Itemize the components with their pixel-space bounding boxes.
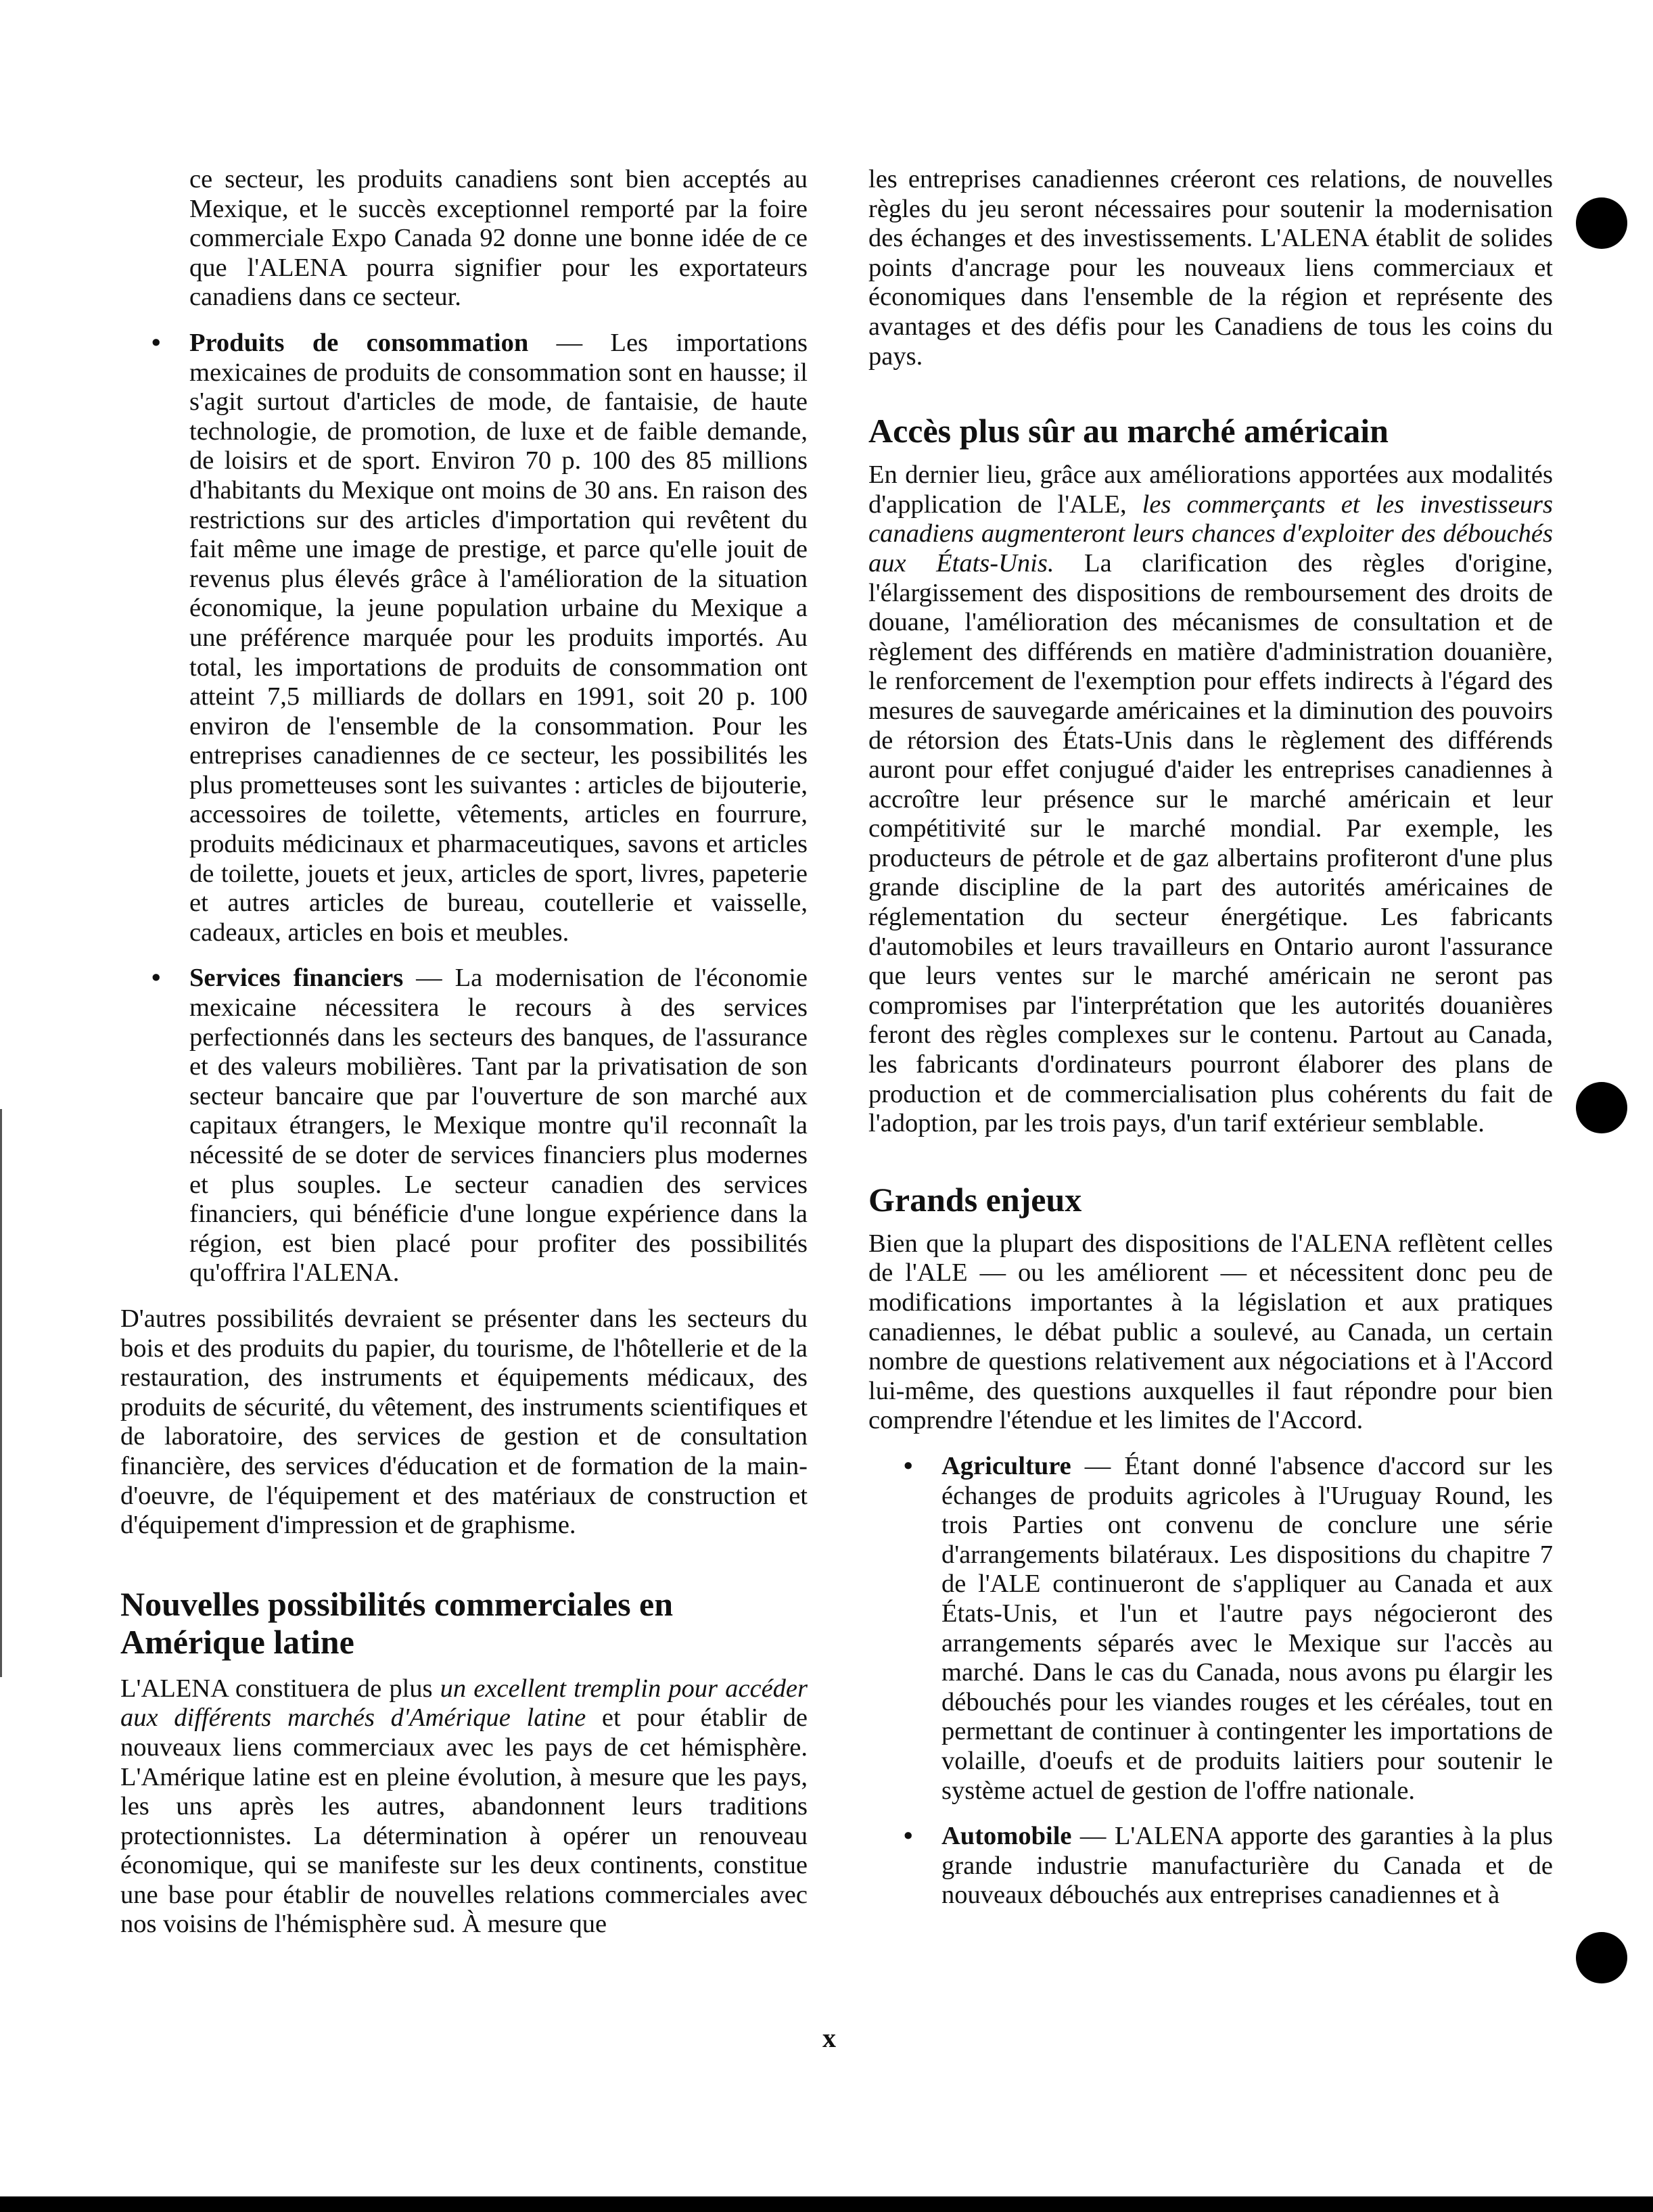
left-bullet-list xyxy=(150,329,808,1288)
bullet-symbol: • xyxy=(904,1822,913,1851)
bullet-text: — L'ALENA apporte des garanties à la plus grande industrie manufacturière du Canada et de nouveaux débouchés aux entreprises canadiennes et à xyxy=(941,1822,1553,1910)
bullet-lead: Produits de consommation xyxy=(189,328,529,357)
bullet-text: — La modernisation de l'économie mexicaine nécessitera le recours à des services perfectionnés dans les secteurs des banques, de l'assurance et des valeurs mobilières. Tant par la privatisation de son secteur bancaire que par l'ouverture de son marché aux capitaux étrangers, le Mexique montre qu'il reconnaît la nécessité de se doter de services financiers plus modernes et plus souples. Le secteur canadien des services financiers, qui bénéficie d'une longue expérience dans la région, est bien placé pour profiter des possibilités qu'offrira l'ALENA. xyxy=(189,964,808,1288)
heading-key-issues: Grands enjeux xyxy=(868,1180,1082,1219)
bullet-symbol: • xyxy=(904,1451,913,1480)
punch-hole-middle xyxy=(1576,1082,1627,1133)
us-market-emphasis: les commerçants et les investisseurs canadiens augmenteront leurs chances d'exploiter des débouchés aux États-Unis. xyxy=(868,490,1553,578)
bullet-symbol: • xyxy=(152,328,161,357)
latin-america-emphasis: un excellent tremplin pour accéder aux différents marchés d'Amérique latine xyxy=(120,1674,808,1733)
right-continuation: les entreprises canadiennes créeront ces relations, de nouvelles règles du jeu seront nécessaires pour soutenir la modernisation des échanges et des investissements. L'ALENA établit de solides points d'ancrage pour les nouveaux liens commerciaux et économiques dans l'ensemble de la région et représente des avantages et des défis pour les Canadiens de tous les coins du pays. xyxy=(868,165,1553,371)
bottom-scan-border xyxy=(0,2196,1653,2212)
bullet-lead: Services financiers xyxy=(189,964,404,993)
right-bullet-list xyxy=(902,1452,1553,1910)
us-market-text-after: La clarification des règles d'origine, l'élargissement des dispositions de remboursement des droits de douane, l'amélioration des mécanismes de consultation et de règlement des différends en matière d'administration douanière, le renforcement de l'exemption pour effets indirects à l'égard des mesures de sauvegarde américaines et la diminution des pouvoirs de rétorsion des États-Unis dans le règlement des différends auront pour effet conjugué d'aider les entreprises canadiennes à accroître leur présence sur le marché américain et leur compétitivité sur le marché mondial. Par exemple, les producteurs de pétrole et de gaz albertains profiteront d'une plus grande discipline de la part des autorités américaines de réglementation du secteur énergétique. Les fabricants d'automobiles et leurs travailleurs en Ontario auront l'assurance que leurs ventes sur le marché américain ne seront pas compromises par l'interprétation que les autorités douanières feront des règles complexes sur le contenu. Partout au Canada, les fabricants d'ordinateurs pourront élaborer des plans de production et de commercialisation plus cohérents du fait de l'adoption, par les trois pays, d'un tarif extérieur semblable. xyxy=(868,548,1553,1138)
latin-america-text-after: et pour établir de nouveaux liens commerciaux avec les pays de cet hémisphère. L'Amérique latine est en pleine évolution, à mesure que les pays, les uns après les autres, abandonnent leurs traditions protectionnistes. La détermination à opérer un renouveau économique, qui se manifeste sur les deux continents, constitue une base pour établir de nouvelles relations commerciales avec nos voisins de l'hémisphère sud. À mesure que xyxy=(120,1703,808,1939)
punch-hole-top xyxy=(1576,197,1627,249)
heading-us-market: Accès plus sûr au marché américain xyxy=(868,412,1389,450)
latin-america-text-before: L'ALENA constituera de plus xyxy=(120,1674,440,1703)
bullet-consumer-products xyxy=(150,329,808,947)
bullet-lead: Agriculture xyxy=(941,1451,1071,1480)
key-issues-intro: Bien que la plupart des dispositions de l'ALENA reflètent celles de l'ALE — ou les améliorent — et nécessitent donc peu de modifications importantes à la législation et aux pratiques canadiennes, le débat public a soulevé, au Canada, un certain nombre de questions relativement aux négociations et à l'Accord lui-même, des questions auxquelles il faut répondre pour bien comprendre l'étendue et les limites de l'Accord. xyxy=(868,1229,1553,1435)
heading-latin-america: Nouvelles possibilités commerciales en Amérique latine xyxy=(120,1584,674,1661)
left-column xyxy=(120,0,808,1939)
bullet-symbol: • xyxy=(152,964,161,993)
page-number: x xyxy=(822,2023,836,2053)
us-market-paragraph xyxy=(868,461,1553,1139)
us-market-text-before: En dernier lieu, grâce aux améliorations apportées aux modalités d'application de l'ALE, xyxy=(868,461,1553,519)
bullet-agriculture xyxy=(902,1452,1553,1806)
bullet-text: — Étant donné l'absence d'accord sur les échanges de produits agricoles à l'Uruguay Round, les trois Parties ont convenu de conclure une série d'arrangements bilatéraux. Les dispositions du chapitre 7 de l'ALE continueront de s'appliquer au Canada et aux États-Unis, et l'un et l'autre pays négocieront des arrangements séparés avec le Mexique sur l'accès au marché. Dans le cas du Canada, nous avons pu élargir les débouchés pour les viandes rouges et les céréales, tout en permettant de continuer à contingenter les importations de volaille, d'oeufs et de produits laitiers pour soutenir le système actuel de gestion de l'offre nationale. xyxy=(941,1451,1553,1805)
scan-edge-mark xyxy=(0,1109,2,1677)
right-column xyxy=(868,0,1553,1910)
intro-continuation: ce secteur, les produits canadiens sont bien acceptés au Mexique, et le succès exceptionnel remporté par la foire commerciale Expo Canada 92 donne une bonne idée de ce que l'ALENA pourra signifier pour les exportateurs canadiens dans ce secteur. xyxy=(189,165,808,312)
bullet-automobile xyxy=(902,1822,1553,1910)
bullet-financial-services xyxy=(150,964,808,1288)
other-opportunities: D'autres possibilités devraient se présenter dans les secteurs du bois et des produits du papier, du tourisme, de l'hôtellerie et de la restauration, des instruments et équipements médicaux, des produits de sécurité, du vêtement, des instruments scientifiques et de laboratoire, des services de gestion et de consultation financière, des services d'éducation et de formation de la main-d'oeuvre, de l'équipement et des matériaux de construction et d'équipement d'impression et de graphisme. xyxy=(120,1304,808,1540)
bullet-lead: Automobile xyxy=(941,1822,1072,1851)
bullet-text: — Les importations mexicaines de produits de consommation sont en hausse; il s'agit surtout d'articles de mode, de fantaisie, de haute technologie, de promotion, de luxe et de faible demande, de loisirs et de sport. Environ 70 p. 100 des 85 millions d'habitants du Mexique ont moins de 30 ans. En raison des restrictions sur des articles d'importation qui revêtent du fait même une image de prestige, et parce qu'elle jouit de revenus plus élevés grâce à l'amélioration de la situation économique, la jeune population urbaine du Mexique a une préférence marquée pour les produits importés. Au total, les importations de produits de consommation ont atteint 7,5 milliards de dollars en 1991, soit 20 p. 100 environ de l'ensemble de la consommation. Pour les entreprises canadiennes de ce secteur, les possibilités les plus prometteuses sont les suivantes : articles de bijouterie, accessoires de toilette, vêtements, articles en fourrure, produits médicinaux et pharmaceutiques, savons et articles de toilette, jouets et jeux, articles de sport, livres, papeterie et autres articles de bureau, coutellerie et vaisselle, cadeaux, articles en bois et meubles. xyxy=(189,328,808,947)
latin-america-paragraph xyxy=(120,1674,808,1939)
punch-hole-bottom xyxy=(1576,1932,1627,1983)
